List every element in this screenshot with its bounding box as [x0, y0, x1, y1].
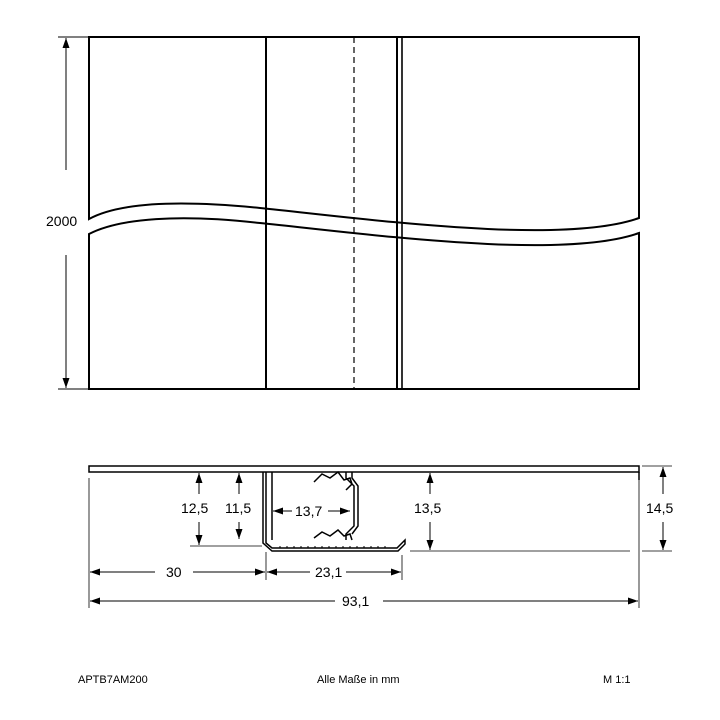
dim-12-5-label: 12,5: [181, 500, 209, 516]
dim-13-7-label: 13,7: [295, 503, 323, 519]
units-note: Alle Maße in mm: [317, 674, 400, 686]
dim-93-1-label: 93,1: [342, 593, 370, 609]
section-extension-lines: [89, 466, 672, 608]
elevation-lower-outline: [89, 218, 639, 389]
dim-14-5-label: 14,5: [646, 500, 674, 516]
elevation-view: [89, 37, 639, 389]
scale-label: M 1:1: [603, 674, 631, 686]
dim-30-label: 30: [166, 564, 182, 580]
dim-13-5-label: 13,5: [414, 500, 442, 516]
profile-top-plate: [89, 466, 639, 472]
dim-11-5-label: 11,5: [225, 500, 252, 516]
height-dim-label: 2000: [46, 213, 78, 229]
elevation-upper-outline: [89, 37, 639, 230]
article-code: APTB7AM200: [78, 674, 148, 686]
profile-section: [89, 466, 639, 551]
dim-23-1-label: 23,1: [315, 564, 343, 580]
section-horizontal-dims: [90, 511, 638, 601]
